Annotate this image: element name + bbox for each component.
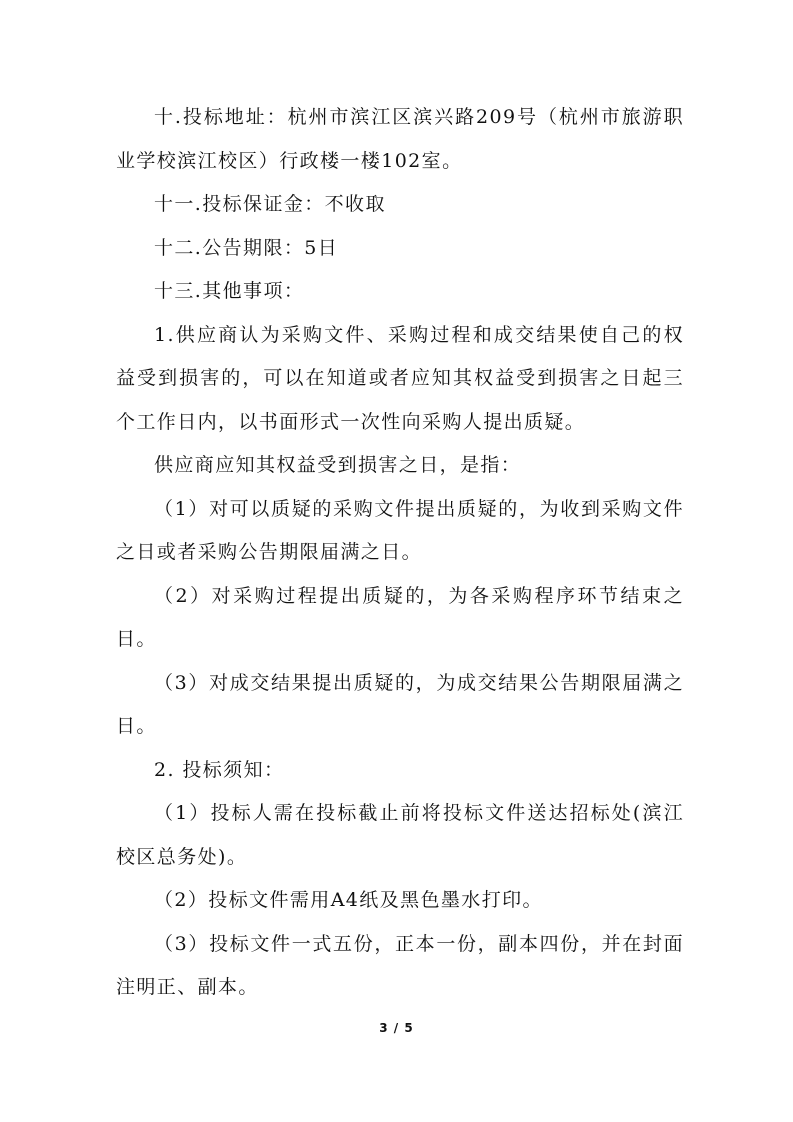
- paragraph-other-matters-heading: 十三.其他事项：: [154, 280, 305, 302]
- paragraph-bid-notice-item-3: （3）投标文件一式五份，正本一份，副本四份，并在封面注明正、副本。: [116, 932, 684, 998]
- paragraph-bid-notice-item-2: （2）投标文件需用A4纸及黑色墨水打印。: [154, 889, 543, 911]
- paragraph-notice-period: 十二.公告期限：5日: [154, 236, 339, 259]
- paragraph-objection-item-2: （2）对采购过程提出质疑的，为各采购程序环节结束之日。: [116, 584, 684, 650]
- body-text: [116, 96, 684, 1010]
- paragraph-bid-deposit: 十一.投标保证金：不收取: [154, 193, 386, 215]
- page-number: 3 / 5: [379, 1021, 414, 1035]
- paragraph-bid-notice-heading: 2. 投标须知：: [154, 758, 285, 781]
- paragraph-objection-item-3: （3）对成交结果提出质疑的，为成交结果公告期限届满之日。: [116, 671, 684, 737]
- paragraph-damage-date-definition: 供应商应知其权益受到损害之日，是指：: [154, 454, 522, 476]
- paragraph-bid-notice-item-1: （1）投标人需在投标截止前将投标文件送达招标处(滨江校区总务处)。: [116, 802, 684, 868]
- paragraph-bid-address: 十.投标地址：杭州市滨江区滨兴路209号（杭州市旅游职业学校滨江校区）行政楼一楼102室。: [116, 106, 684, 172]
- paragraph-objection-item-1: （1）对可以质疑的采购文件提出质疑的，为收到采购文件之日或者采购公告期限届满之日。: [116, 497, 684, 563]
- paragraph-supplier-objection: 1.供应商认为采购文件、采购过程和成交结果使自己的权益受到损害的，可以在知道或者应知其权益受到损害之日起三个工作日内，以书面形式一次性向采购人提出质疑。: [116, 323, 684, 433]
